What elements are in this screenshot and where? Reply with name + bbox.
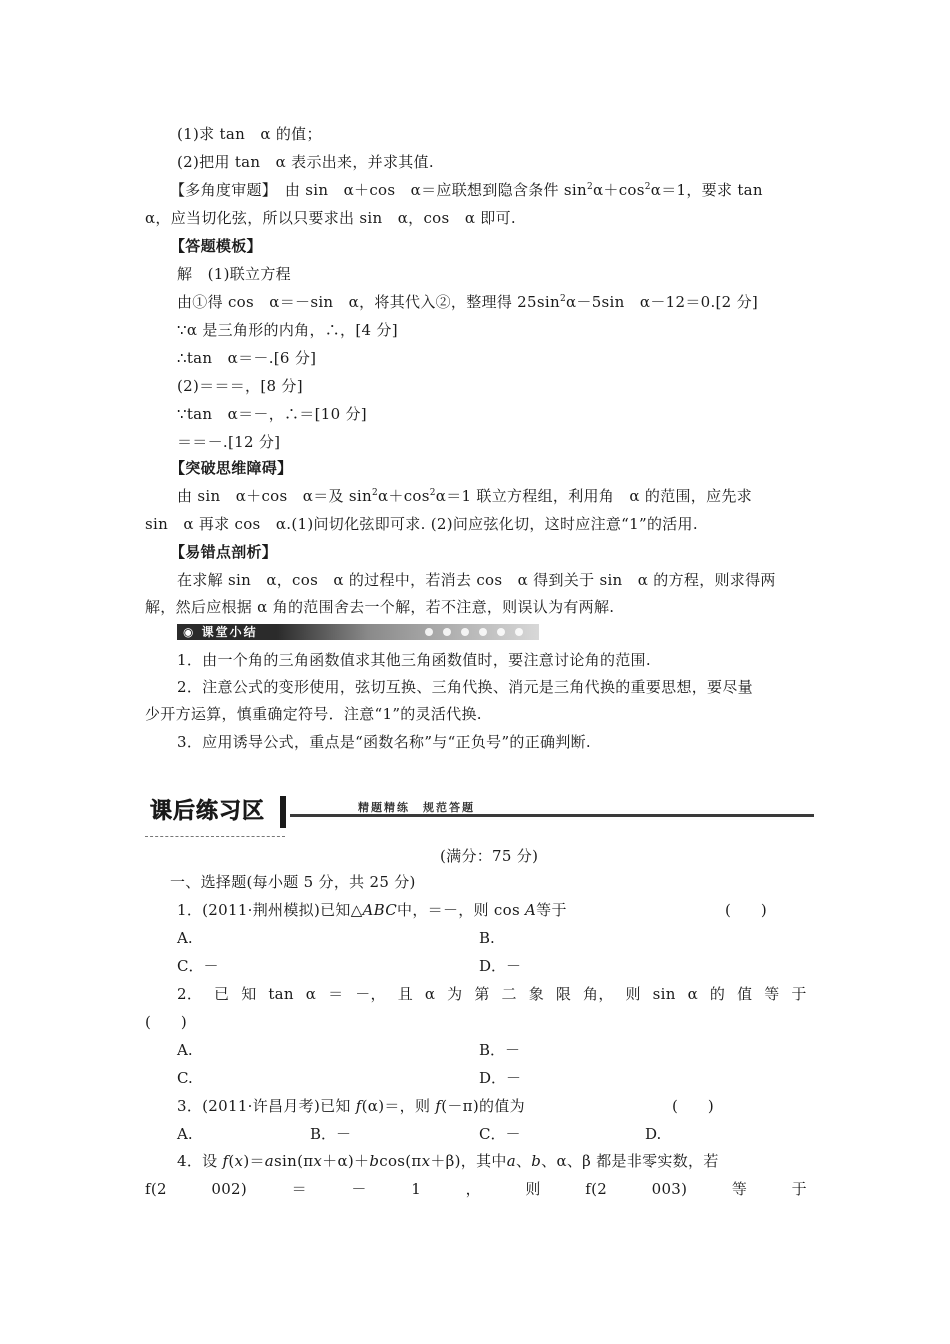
- question-3: 3．(2011·许昌月考)已知 f(α)＝，则 f(－π)的值为: [177, 1097, 525, 1115]
- dot-icon: [479, 628, 487, 636]
- text-line: 解，然后应根据 α 角的范围舍去一个解，若不注意，则误认为有两解.: [145, 598, 615, 616]
- option-c: C.: [177, 1069, 193, 1087]
- answer-paren: ( ): [672, 1097, 714, 1115]
- text-line: 由①得 cos α＝－sin α，将其代入②，整理得 $25\sin^2\alpha-5\sin$ α－12＝0.[2 分]: [177, 293, 759, 311]
- text-line: (2)把用 tan α 表示出来，并求其值.: [177, 153, 434, 171]
- option-c: C．－: [177, 957, 219, 975]
- text-line: ＝＝－.[12 分]: [177, 433, 281, 451]
- dot-icon: [425, 628, 433, 636]
- dot-icon: [461, 628, 469, 636]
- dot-icon: [515, 628, 523, 636]
- text-line: 在求解 sin α，cos α 的过程中，若消去 cos α 得到关于 sin α 的方程，则求得两: [177, 571, 776, 589]
- section-marker: [280, 796, 286, 828]
- text-line: α，应当切化弦，所以只要求出 sin α，cos α 即可.: [145, 209, 516, 227]
- text-line: (1)求 tan α 的值；: [177, 125, 322, 143]
- heading-answer-template: 【答题模板】: [170, 237, 262, 255]
- answer-paren: ( ): [145, 1013, 187, 1031]
- answer-paren: ( ): [725, 901, 767, 919]
- option-c: C．－: [479, 1125, 521, 1143]
- dashed-divider: [145, 836, 285, 837]
- summary-item: 少开方运算，慎重确定符号．注意“1”的灵活代换.: [145, 705, 482, 723]
- class-summary-bar: [177, 624, 539, 640]
- text-line: 【多角度审题】 由 sin α＋cos α＝应联想到隐含条件 $\sin^2\alpha+\cos^2\alpha=1$，要求 tan: [170, 181, 763, 199]
- question-2: 2． 已 知 tan α ＝ －， 且 α 为 第 二 象 限 角， 则 sin α 的 值 等 于: [177, 985, 807, 1003]
- option-a: A.: [177, 1041, 193, 1059]
- option-b: B．－: [479, 1041, 521, 1059]
- score-note: (满分：75 分): [440, 847, 539, 865]
- option-a: A.: [177, 929, 193, 947]
- heading-breakthrough: 【突破思维障碍】: [170, 459, 293, 477]
- text-line: 由 sin α＋cos α＝及 $\sin^2\alpha+\cos^2\alpha=1$ 联立方程组，利用角 α 的范围，应先求: [177, 487, 753, 505]
- summary-item: 3．应用诱导公式，重点是“函数名称”与“正负号”的正确判断.: [177, 733, 591, 751]
- section-title: 课后练习区: [150, 799, 266, 824]
- option-b: B.: [479, 929, 495, 947]
- question-1: 1．(2011·荆州模拟)已知△ABC中，＝－，则 cos A等于: [177, 901, 567, 919]
- class-summary-label: ◉ 课堂小结: [183, 625, 258, 639]
- text-line: ∵tan α＝－，∴＝[10 分]: [177, 405, 367, 423]
- option-d: D．－: [479, 957, 522, 975]
- option-b: B．－: [310, 1125, 352, 1143]
- text-line: (2)＝＝＝，[8 分]: [177, 377, 303, 395]
- option-d: D.: [645, 1125, 662, 1143]
- text-line: 解 (1)联立方程: [177, 265, 291, 283]
- question-4-cont: f(2 002) ＝ － 1 ， 则 f(2 003) 等 于: [145, 1180, 807, 1198]
- heading-error-analysis: 【易错点剖析】: [170, 543, 278, 561]
- text-line: ∵α 是三角形的内角，∴，[4 分]: [177, 321, 398, 339]
- option-d: D．－: [479, 1069, 522, 1087]
- option-a: A.: [177, 1125, 193, 1143]
- dot-icon: [497, 628, 505, 636]
- summary-item: 1．由一个角的三角函数值求其他三角函数值时，要注意讨论角的范围.: [177, 651, 651, 669]
- question-4: 4．设 f(x)＝asin(πx＋α)＋bcos(πx＋β)，其中a、b、α、β 都是非零实数，若: [177, 1152, 719, 1170]
- text-line: sin α 再求 cos α.(1)问切化弦即可求. (2)问应弦化切，这时应注意“1”的活用.: [145, 515, 698, 533]
- text-line: ∴tan α＝－.[6 分]: [177, 349, 317, 367]
- part-heading: 一、选择题(每小题 5 分，共 25 分): [170, 873, 416, 891]
- dot-icon: [443, 628, 451, 636]
- summary-item: 2．注意公式的变形使用，弦切互换、三角代换、消元是三角代换的重要思想，要尽量: [177, 678, 753, 696]
- section-subtitle: 精题精练 规范答题: [358, 801, 475, 814]
